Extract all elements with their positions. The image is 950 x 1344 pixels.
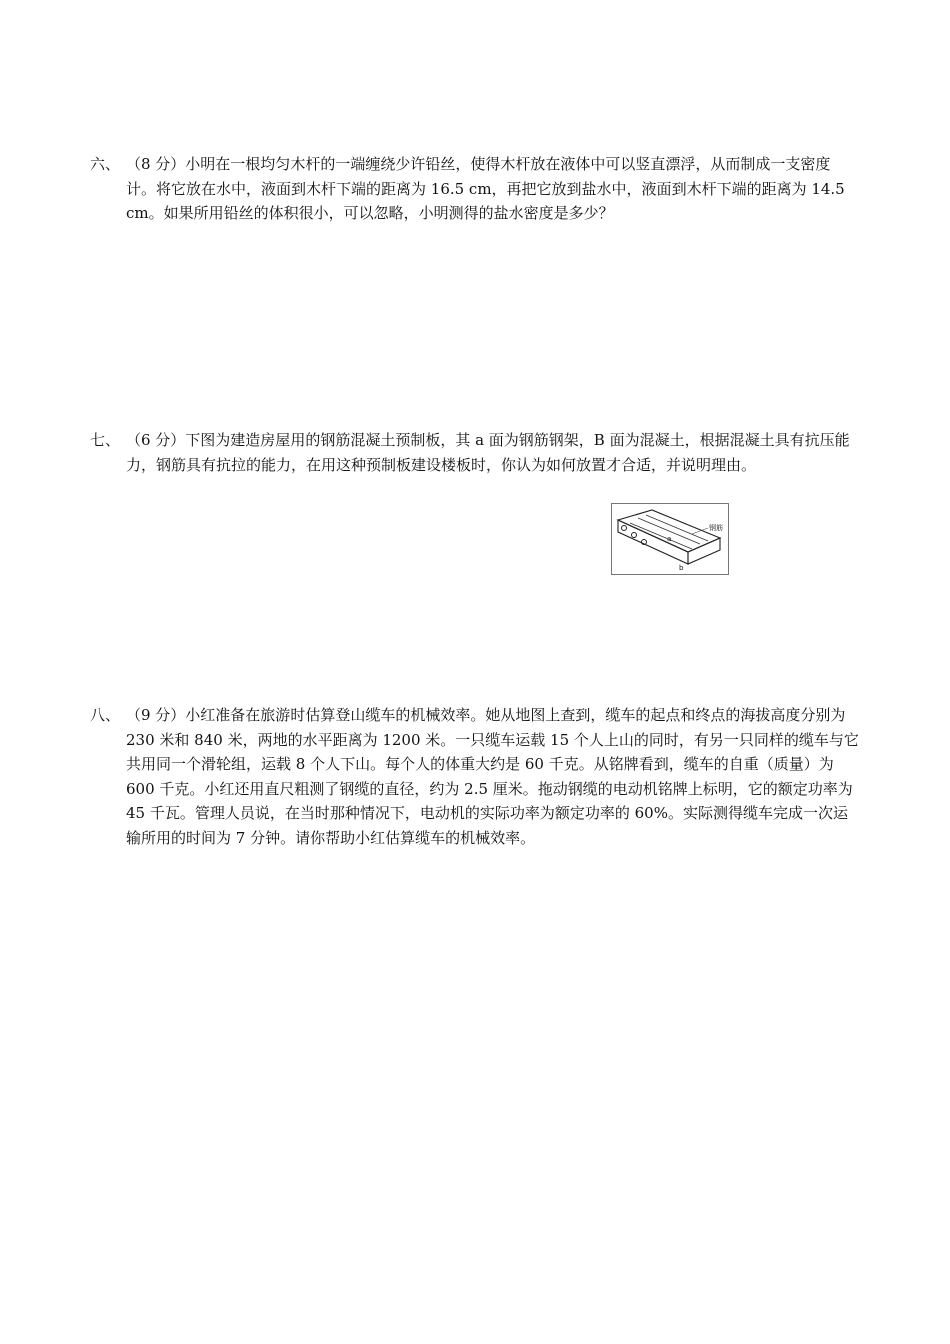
steel-label: 钢筋 bbox=[709, 524, 723, 532]
question-number: 八、 bbox=[90, 706, 121, 724]
label-a: a bbox=[667, 535, 672, 543]
question-text: （8 分）小明在一根均匀木杆的一端缠绕少许铅丝，使得木杆放在液体中可以竖直漂浮，从而制成一支密度计。将它放在水中，液面到木杆下端的距离为 16.5 cm，再把它放到盐水中，液面到木杆下端的距离为 14.5 cm。如果所用铅丝的体积很小，可以忽略，小明测得的盐水密度是多少？ bbox=[126, 155, 845, 222]
precast-slab-figure bbox=[611, 503, 729, 575]
question-text: （6 分）下图为建造房屋用的钢筋混凝土预制板，其 a 面为钢筋钢架，B 面为混凝土，根据混凝土具有抗压能力，钢筋具有抗拉的能力，在用这种预制板建设楼板时，你认为如何放置才合适，并说明理由。 bbox=[126, 431, 850, 474]
question-7 bbox=[90, 428, 860, 477]
question-text: （9 分）小红准备在旅游时估算登山缆车的机械效率。她从地图上查到，缆车的起点和终点的海拔高度分别为 230 米和 840 米，两地的水平距离为 1200 米。一只缆车运载 15 个人上山的同时，有另一只同样的缆车与它共用同一个滑轮组，运载 8 个人下山。每个人的体重大约是 60 千克。从铭牌看到，缆车的自重（质量）为 600 千克。小红还用直尺粗测了钢缆的直径，约为 2.5 厘米。拖动钢缆的电动机铭牌上标明，它的额定功率为 45 千瓦。管理人员说，在当时那种情况下，电动机的实际功率为额定功率的 60%。实际测得缆车完成一次运输所用的时间为 7 分钟。请你帮助小红估算缆车的机械效率。 bbox=[126, 706, 859, 847]
question-8 bbox=[90, 703, 860, 850]
question-number: 七、 bbox=[90, 431, 121, 449]
question-6 bbox=[90, 152, 860, 226]
question-number: 六、 bbox=[90, 155, 121, 173]
label-b: b bbox=[679, 564, 684, 572]
